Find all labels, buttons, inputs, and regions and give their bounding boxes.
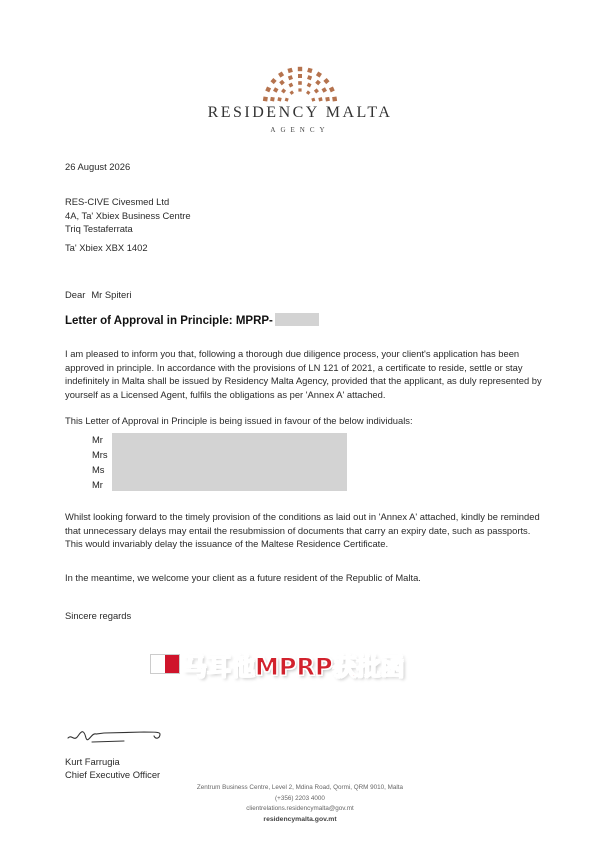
logo-tile <box>307 83 312 88</box>
salutation-word: Dear <box>65 289 86 300</box>
logo-tile <box>318 97 322 101</box>
closing: Sincere regards <box>65 610 132 621</box>
logo-tile <box>270 78 276 84</box>
recipient-name: Mr Spiteri <box>91 289 132 300</box>
footer <box>0 783 600 825</box>
logo-tile <box>307 75 312 80</box>
sunburst-logo-icon <box>255 62 345 102</box>
logo-tile <box>273 87 278 92</box>
logo-tile <box>278 72 284 78</box>
org-subtitle: AGENCY <box>270 126 330 134</box>
malta-flag-icon <box>150 654 180 674</box>
individual-title: Ms <box>92 464 105 475</box>
body-paragraph: This Letter of Approval in Principle is being issued in favour of the below individuals: <box>65 415 413 426</box>
logo-tile <box>332 97 337 102</box>
individuals-list <box>92 432 108 492</box>
logo-tile <box>316 72 322 78</box>
body-paragraph: Whilst looking forward to the timely provision of the conditions as laid out in 'Annex A' attached, kindly be reminded that unnecessary delays may entail the resubmission of documents that carry an expiry date, such as passports. This would invariably delay the issuance of the Maltese Residence Certificate. <box>65 511 540 549</box>
letter-subject <box>65 313 319 327</box>
recipient-address <box>65 195 191 254</box>
logo-tile <box>277 97 281 101</box>
logo-tile <box>323 78 329 84</box>
salutation <box>65 288 131 302</box>
logo-tile <box>329 87 335 93</box>
address-line: Ta' Xbiex XBX 1402 <box>65 241 148 253</box>
redacted-names-block <box>112 433 347 491</box>
logo-tile <box>285 98 289 102</box>
org-name: RESIDENCY MALTA <box>207 104 393 121</box>
logo-tile <box>322 87 327 92</box>
logo-tile <box>288 75 293 80</box>
footer-email: clientrelations.residencymalta@gov.mt <box>246 805 354 812</box>
logo-tile <box>281 88 286 93</box>
signer-title: Chief Executive Officer <box>65 769 161 780</box>
logo-tile <box>314 88 319 93</box>
footer-phone: (+356) 2203 4000 <box>275 794 325 802</box>
overlay-banner <box>150 650 405 681</box>
footer-website[interactable]: residencymalta.gov.mt <box>263 815 337 823</box>
logo-tile <box>298 88 301 91</box>
subject-text: Letter of Approval in Principle: MPRP- <box>65 315 273 327</box>
address-line: 4A, Ta' Xbiex Business Centre <box>65 209 191 221</box>
logo-tile <box>311 98 315 102</box>
body-paragraph: In the meantime, we welcome your client as a future resident of the Republic of Malta. <box>65 572 421 583</box>
logo-tile <box>306 90 310 94</box>
logo-tile <box>315 80 321 86</box>
signer-name: Kurt Farrugia <box>65 756 120 767</box>
individual-title: Mr <box>92 479 103 490</box>
logo-tile <box>287 68 292 73</box>
logo-tile <box>279 80 285 86</box>
body-paragraph: I am pleased to inform you that, following a thorough due diligence process, your client's application has been approved in principle. In accordance with the provisions of LN 121 of 2021, a certificate to reside, settle or stay indefinitely in Malta shall be issued by Residency Malta Agency, provided that the applicant, as duly represented by yourself as a Licensed Agent, fulfils the obligations as per 'Annex A' attached. <box>65 348 542 400</box>
address-line: RES-CIVE Civesmed Ltd <box>65 196 170 207</box>
signature-icon <box>64 722 164 750</box>
logo-tile <box>325 97 330 102</box>
letter-date: 26 August 2026 <box>65 161 131 172</box>
banner-text: 马耳他MPRP获批函 <box>183 652 405 681</box>
logo-tile <box>265 87 271 93</box>
logo-tile <box>298 67 302 71</box>
individual-title: Mrs <box>92 449 108 460</box>
redacted-reference <box>275 313 319 326</box>
logo-tile <box>270 97 275 102</box>
address-line: Triq Testaferrata <box>65 223 133 234</box>
logo-tile <box>298 74 302 78</box>
individual-title: Mr <box>92 434 103 445</box>
logo-tile <box>288 83 293 88</box>
logo-tile <box>263 97 268 102</box>
logo-tile <box>307 68 312 73</box>
footer-address: Zentrum Business Centre, Level 2, Mdina Road, Qormi, QRM 9010, Malta <box>196 784 404 791</box>
logo-tile <box>290 90 294 94</box>
logo-tile <box>298 81 302 85</box>
